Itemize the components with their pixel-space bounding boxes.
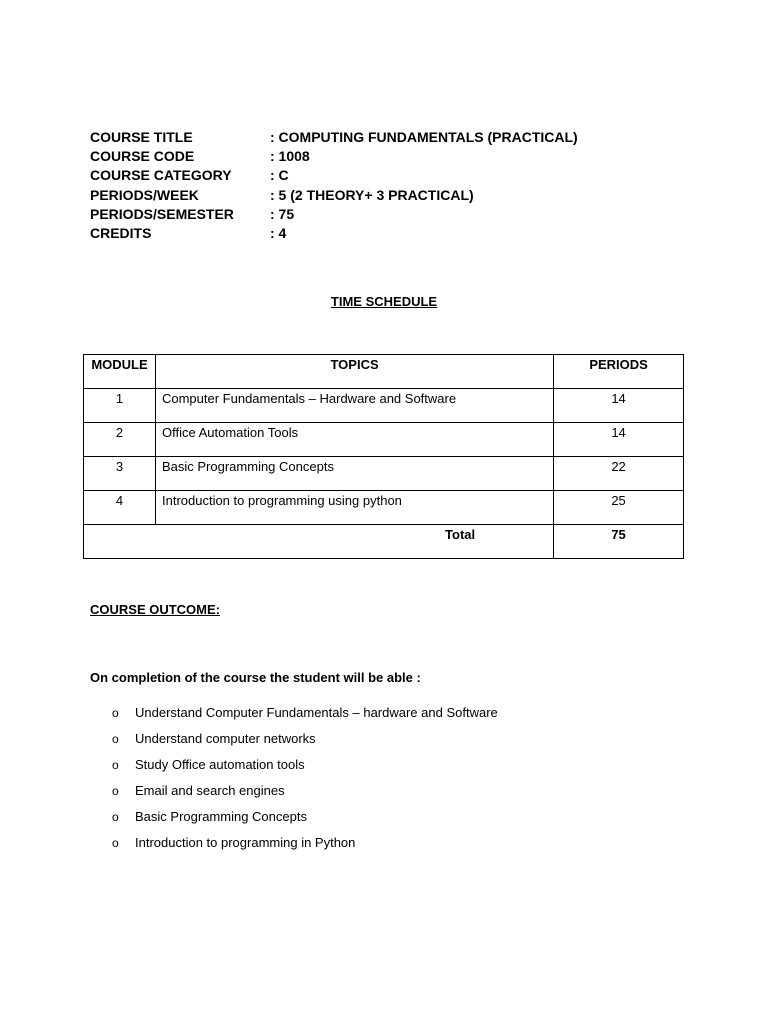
cell-module: 4 <box>84 491 156 525</box>
info-value: : 75 <box>270 205 295 222</box>
info-row-periods-week <box>90 186 578 205</box>
info-row-category <box>90 166 578 185</box>
info-row-title <box>90 128 578 147</box>
course-info <box>90 128 578 243</box>
cell-module: 1 <box>84 389 156 423</box>
info-label: PERIODS/SEMESTER <box>90 205 234 222</box>
header-periods: PERIODS <box>554 355 684 389</box>
course-outcome-title: COURSE OUTCOME: <box>90 602 220 617</box>
table-row <box>84 457 684 491</box>
circle-bullet-icon: o <box>112 784 119 798</box>
info-row-periods-semester <box>90 205 578 224</box>
circle-bullet-icon: o <box>112 836 119 850</box>
circle-bullet-icon: o <box>112 732 119 746</box>
total-label: Total <box>84 525 554 559</box>
list-item <box>112 730 498 756</box>
info-label: COURSE CODE <box>90 148 195 165</box>
table-header-row <box>84 355 684 389</box>
table-row <box>84 423 684 457</box>
list-item <box>112 756 498 782</box>
info-label: CREDITS <box>90 224 152 241</box>
schedule-table <box>83 354 684 559</box>
info-row-credits <box>90 224 578 243</box>
list-item-text: Study Office automation tools <box>135 757 305 772</box>
table-row <box>84 491 684 525</box>
info-value: : COMPUTING FUNDAMENTALS (PRACTICAL) <box>270 129 578 145</box>
info-row-code <box>90 147 578 166</box>
cell-periods: 22 <box>554 457 684 491</box>
list-item <box>112 782 498 808</box>
header-topics: TOPICS <box>155 355 553 389</box>
info-label: COURSE TITLE <box>90 129 193 145</box>
outcome-list <box>112 704 498 860</box>
cell-periods: 14 <box>554 423 684 457</box>
list-item-text: Basic Programming Concepts <box>135 809 307 824</box>
table-row <box>84 389 684 423</box>
total-value: 75 <box>554 525 684 559</box>
list-item-text: Email and search engines <box>135 783 285 798</box>
circle-bullet-icon: o <box>112 758 119 772</box>
cell-periods: 25 <box>554 491 684 525</box>
cell-topic: Introduction to programming using python <box>155 491 553 525</box>
circle-bullet-icon: o <box>112 810 119 824</box>
info-value: : 4 <box>270 224 287 241</box>
table-total-row <box>84 525 684 559</box>
schedule-title: TIME SCHEDULE <box>330 294 438 309</box>
cell-topic: Basic Programming Concepts <box>155 457 553 491</box>
cell-module: 2 <box>84 423 156 457</box>
cell-module: 3 <box>84 457 156 491</box>
info-label: PERIODS/WEEK <box>90 186 199 203</box>
info-label: COURSE CATEGORY <box>90 167 232 184</box>
list-item <box>112 834 498 860</box>
outcome-intro: On completion of the course the student will be able : <box>90 670 421 685</box>
info-value: : C <box>270 167 289 184</box>
cell-periods: 14 <box>554 389 684 423</box>
list-item-text: Understand Computer Fundamentals – hardware and Software <box>135 705 498 720</box>
cell-topic: Computer Fundamentals – Hardware and Software <box>155 389 553 423</box>
header-module: MODULE <box>84 355 156 389</box>
cell-topic: Office Automation Tools <box>155 423 553 457</box>
info-value: : 5 (2 THEORY+ 3 PRACTICAL) <box>270 186 474 203</box>
list-item-text: Introduction to programming in Python <box>135 835 356 850</box>
circle-bullet-icon: o <box>112 706 119 720</box>
list-item-text: Understand computer networks <box>135 731 316 746</box>
list-item <box>112 704 498 730</box>
list-item <box>112 808 498 834</box>
info-value: : 1008 <box>270 148 310 165</box>
